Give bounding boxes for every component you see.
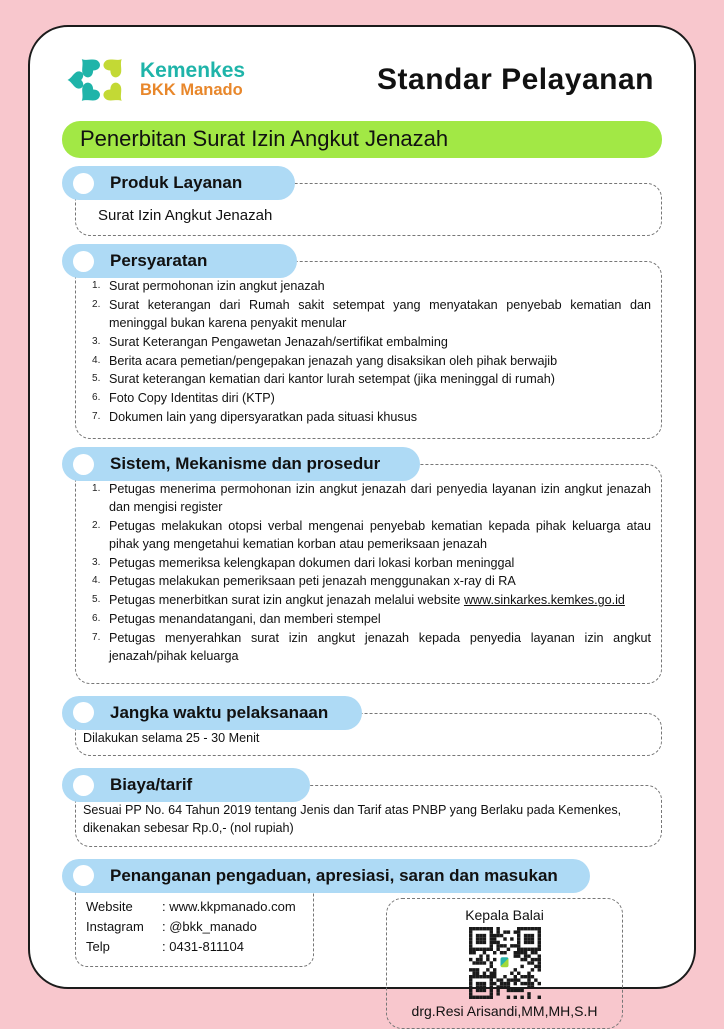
section-title: Penanganan pengaduan, apresiasi, saran dan masukan: [110, 865, 558, 885]
bullet-circle-icon: [73, 775, 94, 796]
contact-value-telp: : 0431-811104: [162, 939, 303, 954]
list-item: Surat keterangan kematian dari kantor lurah setempat (jika meninggal di rumah): [109, 372, 555, 387]
qr-code-wrap: [395, 927, 614, 999]
persyaratan-content-box: [75, 261, 662, 439]
section-jangka-waktu: [62, 696, 662, 756]
signing-box: [386, 898, 623, 1029]
list-item: [92, 592, 651, 610]
qr-center-logo-icon: [498, 955, 511, 970]
contact-value-instagram: : @bkk_manado: [162, 919, 303, 934]
list-item: Surat permohonan izin angkut jenazah: [109, 279, 325, 293]
section-prosedur: [62, 447, 662, 684]
persyaratan-list: [92, 278, 651, 427]
biaya-content: Sesuai PP No. 64 Tahun 2019 tentang Jenis dan Tarif atas PNBP yang Berlaku pada Kemenkes, dikenakan sebesar Rp.0,- (nol rupiah): [83, 803, 622, 836]
section-title: Produk Layanan: [110, 173, 243, 192]
list-item: Foto Copy Identitas diri (KTP): [109, 391, 275, 406]
section-produk-layanan: [62, 166, 662, 236]
prosedur-list: [92, 481, 651, 666]
list-item: Petugas melakukan pemeriksaan peti jenazah menggunakan x-ray di RA: [109, 574, 516, 589]
list-item-text: Petugas menerbitkan surat izin angkut jenazah melalui website: [109, 593, 464, 608]
contact-label: Instagram: [86, 918, 144, 934]
brand-text: [140, 60, 245, 99]
pengaduan-content-row: [62, 876, 662, 1029]
page-title: Standar Pelayanan: [377, 63, 654, 96]
section-header-produk: [62, 166, 295, 200]
prosedur-content-box: [75, 464, 662, 684]
section-title: Persyaratan: [110, 251, 208, 270]
signing-name: drg.Resi Arisandi,MM,MH,S.H: [411, 1002, 598, 1019]
jangka-content: Dilakukan selama 25 - 30 Menit: [83, 730, 260, 745]
document-title-bar: Penerbitan Surat Izin Angkut Jenazah: [62, 121, 662, 158]
brand-unit: BKK Manado: [140, 81, 243, 100]
section-persyaratan: [62, 244, 662, 439]
list-item: Petugas menerima permohonan izin angkut jenazah dari penyedia layanan izin angkut jenazah dan mengisi register: [109, 482, 651, 514]
bullet-circle-icon: [73, 702, 94, 723]
list-item: Dokumen lain yang dipersyaratkan pada situasi khusus: [109, 410, 418, 425]
section-header-persyaratan: [62, 244, 297, 278]
list-item: Berita acara pemetian/pengepakan jenazah yang disaksikan oleh pihak berwajib: [109, 353, 558, 368]
bullet-circle-icon: [73, 865, 94, 886]
section-header-jangka: [62, 696, 362, 730]
header: [62, 47, 662, 113]
brand-logo-block: [66, 48, 245, 112]
list-item: Surat keterangan dari Rumah sakit setempat yang menyatakan penyebab kematian dan meninggal bukan karena penyakit menular: [109, 297, 651, 330]
bullet-circle-icon: [73, 454, 94, 475]
contact-label: Website: [86, 898, 133, 914]
contact-label: Telp: [86, 938, 110, 954]
signing-title: Kepala Balai: [465, 906, 544, 923]
sinkarkes-website-link[interactable]: www.sinkarkes.kemkes.go.id: [463, 593, 625, 608]
kemenkes-flower-icon: [66, 48, 132, 112]
list-item: Petugas menandatangani, dan memberi stempel: [109, 612, 381, 627]
section-biaya: [62, 768, 662, 847]
list-item: Petugas menyerahkan surat izin angkut jenazah kepada penyedia layanan izin angkut jenazah/pihak keluarga: [109, 631, 651, 663]
section-title: Biaya/tarif: [110, 775, 193, 794]
produk-content: Surat Izin Angkut Jenazah: [98, 207, 273, 224]
section-header-biaya: [62, 768, 310, 802]
contact-value-website: : www.kkpmanado.com: [162, 899, 303, 914]
section-header-prosedur: [62, 447, 420, 481]
bullet-circle-icon: [73, 251, 94, 272]
section-pengaduan: [62, 859, 662, 1029]
section-header-pengaduan: [62, 859, 590, 893]
poster-card: [28, 25, 696, 1019]
bullet-circle-icon: [73, 173, 94, 194]
list-item: Surat Keterangan Pengawetan Jenazah/sertifikat embalming: [109, 334, 448, 349]
section-title: Sistem, Mekanisme dan prosedur: [110, 454, 381, 473]
list-item: Petugas melakukan otopsi verbal mengenai penyebab kematian kepada pihak keluarga atau pihak yang mengetahui kematian korban atau pemeriksaan jenazah: [109, 518, 651, 551]
section-title: Jangka waktu pelaksanaan: [110, 702, 329, 722]
brand-name: Kemenkes: [140, 59, 246, 83]
list-item: Petugas memeriksa kelengkapan dokumen dari lokasi korban meninggal: [109, 555, 515, 570]
